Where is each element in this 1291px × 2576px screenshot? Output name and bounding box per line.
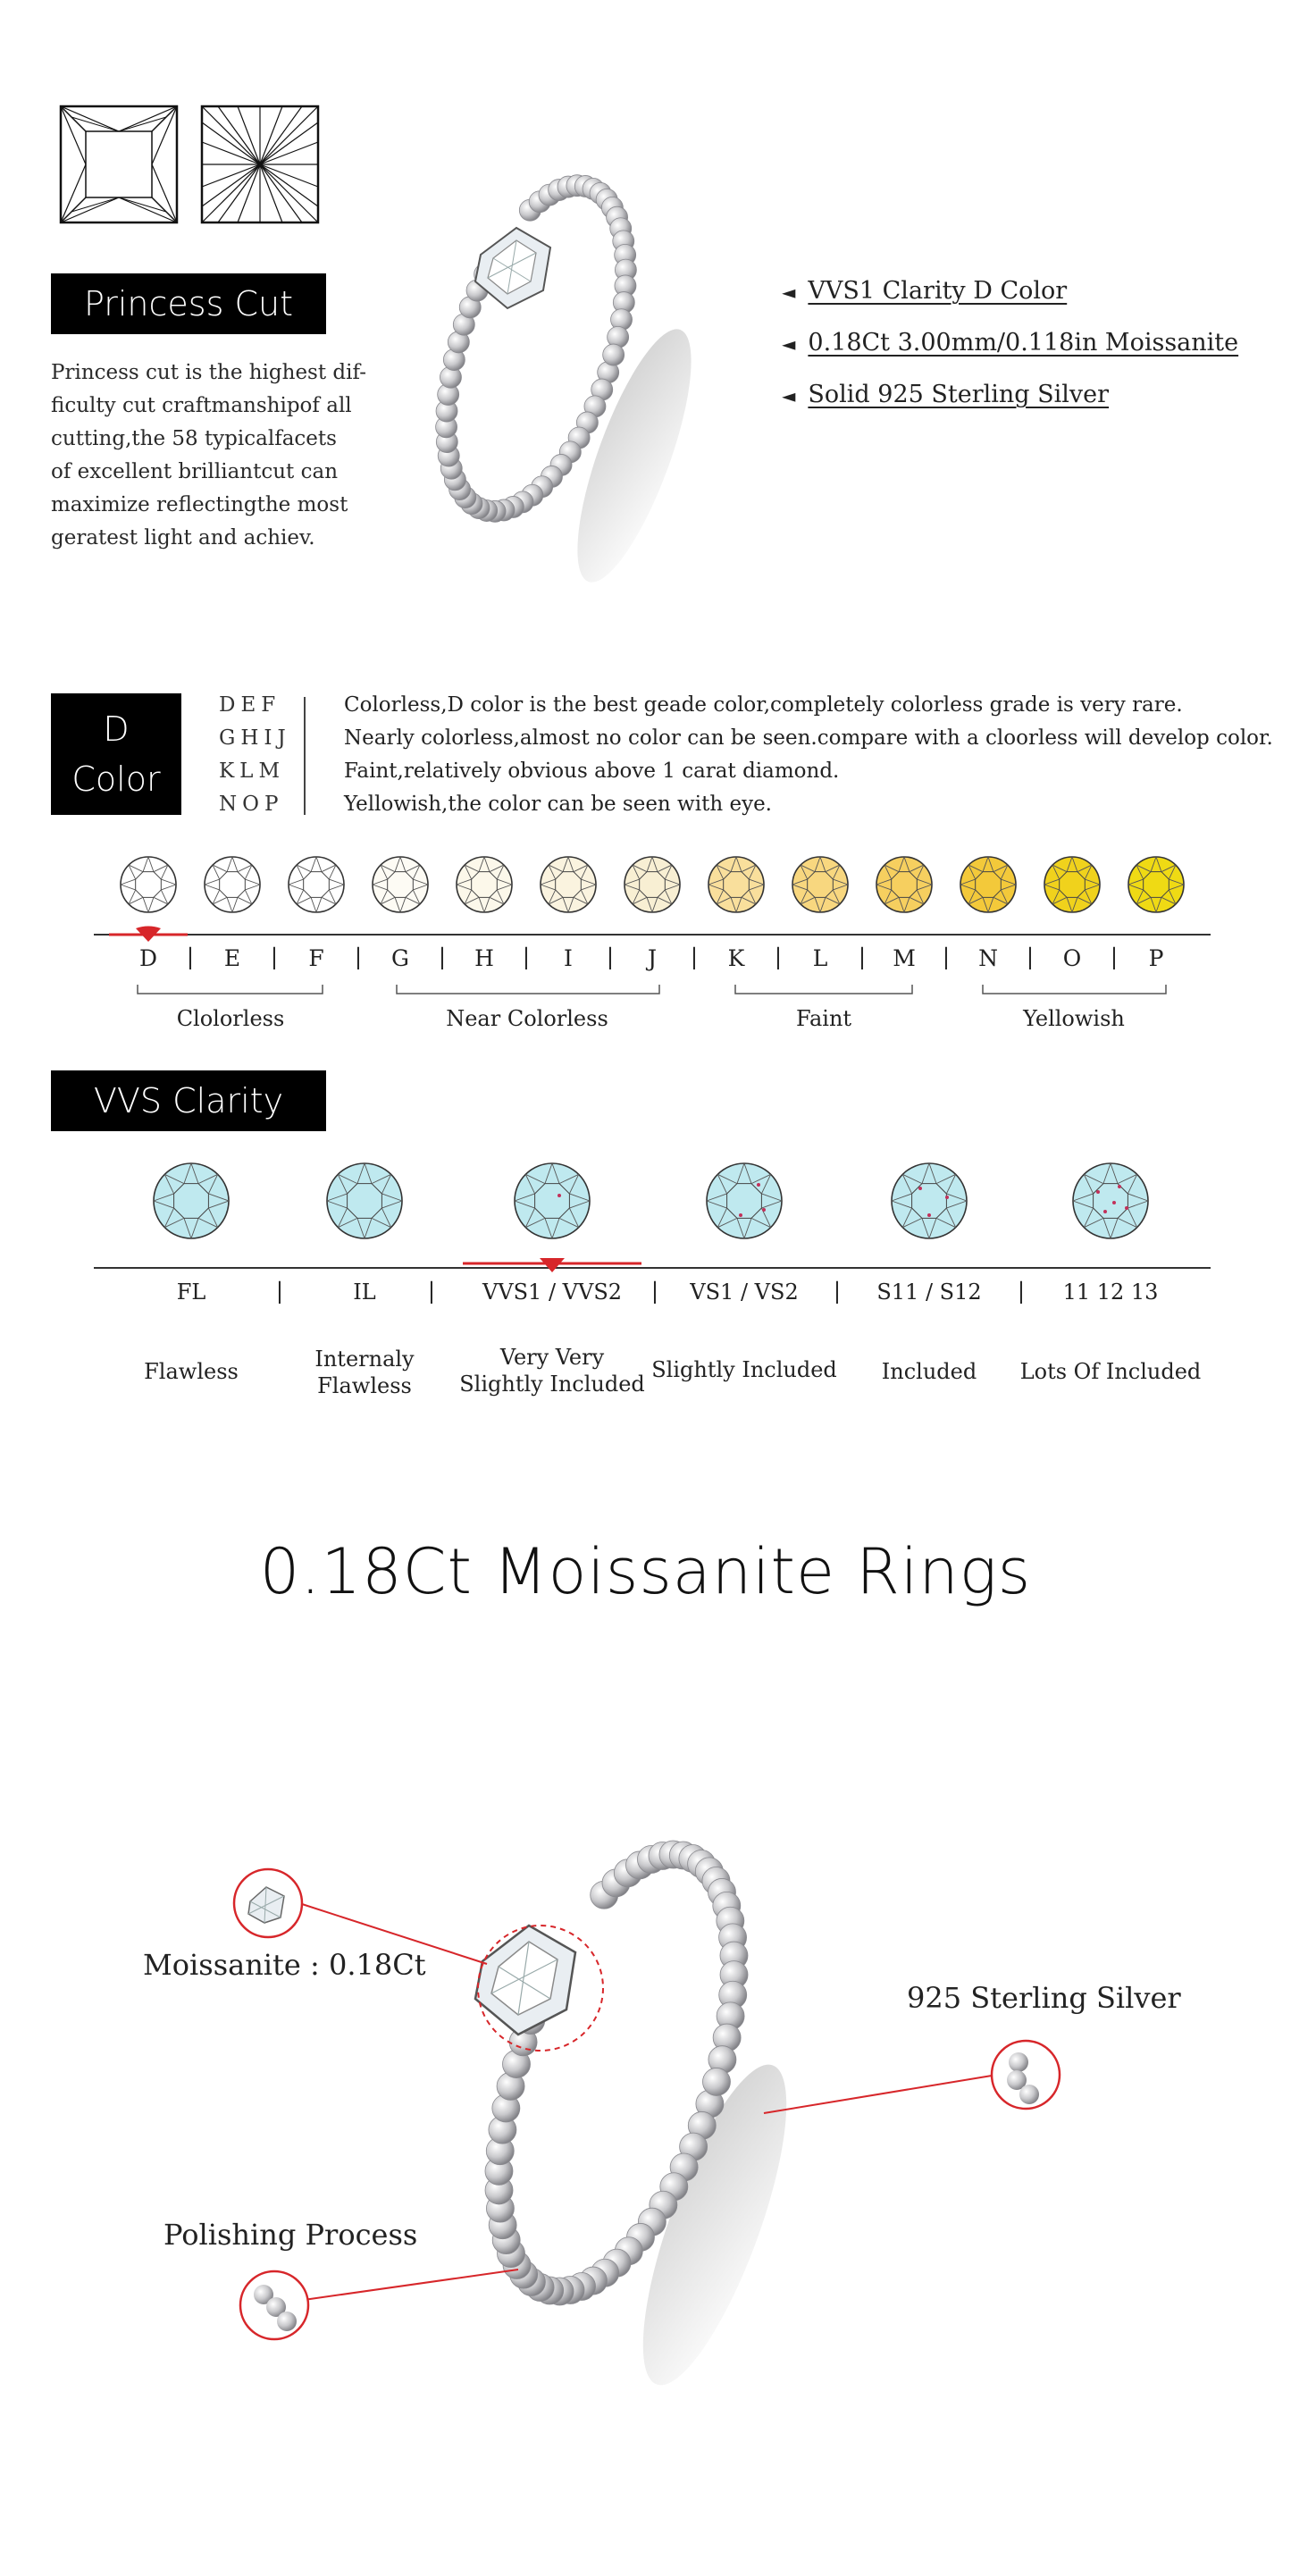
scale-letter-D: D xyxy=(138,945,158,971)
grade-letters-nop: NOP xyxy=(219,793,284,816)
clarity-gem-2 xyxy=(515,1163,590,1238)
clarity-grade-3: VS1 / VS2 xyxy=(690,1280,799,1305)
clarity-gem-5 xyxy=(1073,1163,1148,1238)
clarity-gem-row xyxy=(0,1160,1291,1246)
grade-letters-ghij: GHIJ xyxy=(219,726,291,750)
scale-letter-H: H xyxy=(474,945,494,971)
princess-cut-title: Princess Cut xyxy=(51,273,326,334)
color-gem-G xyxy=(373,857,428,912)
clarity-separator: | xyxy=(833,1278,842,1304)
clarity-grade-0: FL xyxy=(176,1280,206,1305)
princess-cut-description: Princess cut is the highest dif- ficulty cut craftmanshipof all cutting,the 58 typicalfacets of excellent brilliantcut can maximize reflectingthe most geratest light and achiev. xyxy=(51,361,366,550)
clarity-label-i: Lots Of Included xyxy=(1019,1359,1202,1384)
grade-letters-def: DEF xyxy=(219,693,281,717)
callout-polish-label: Polishing Process xyxy=(163,2218,418,2252)
clarity-gem-3 xyxy=(707,1163,782,1238)
clarity-label-vvs: Very Very Slightly Included xyxy=(459,1345,645,1397)
clarity-scale-line xyxy=(94,1267,1211,1269)
scale-separator: | xyxy=(354,944,363,969)
color-gem-K xyxy=(708,857,764,912)
group-label-yellowish: Yellowish xyxy=(1023,1006,1125,1031)
clarity-separator: | xyxy=(1017,1278,1026,1304)
princess-cut-diagram-top xyxy=(59,105,179,224)
callout-stone-circle xyxy=(232,1867,304,1939)
product-headline: 0.18Ct Moissanite Rings xyxy=(259,1535,1032,1608)
color-badge: D Color xyxy=(51,693,181,815)
grade-letters-klm: KLM xyxy=(219,759,286,783)
color-gem-I xyxy=(541,857,596,912)
spec-item-clarity: ◄ VVS1 Clarity D Color xyxy=(782,277,1068,305)
scale-separator: | xyxy=(438,944,447,969)
color-gem-L xyxy=(792,857,848,912)
scale-letter-K: K xyxy=(727,945,745,971)
scale-separator: | xyxy=(606,944,615,969)
grade-desc-nop: Yellowish,the color can be seen with eye. xyxy=(344,793,772,816)
scale-separator: | xyxy=(270,944,279,969)
clarity-gem-0 xyxy=(154,1163,229,1238)
scale-separator: | xyxy=(858,944,867,969)
color-gem-N xyxy=(960,857,1016,912)
clarity-separator: | xyxy=(650,1278,659,1304)
color-gem-D xyxy=(121,857,176,912)
scale-letter-L: L xyxy=(812,945,828,971)
callout-stone-label: Moissanite : 0.18Ct xyxy=(143,1948,426,1982)
color-gem-H xyxy=(457,857,512,912)
scale-letter-N: N xyxy=(978,945,998,971)
color-gem-row xyxy=(0,849,1291,920)
group-label-colorless: Clolorless xyxy=(176,1006,285,1031)
clarity-label-fl: Flawless xyxy=(144,1359,239,1384)
clarity-label-il: Internaly Flawless xyxy=(314,1347,415,1398)
scale-separator: | xyxy=(774,944,783,969)
ring-photo-top xyxy=(411,134,733,590)
color-gem-E xyxy=(205,857,260,912)
color-selected-marker xyxy=(109,926,188,944)
scale-separator: | xyxy=(1026,944,1035,969)
scale-letter-M: M xyxy=(893,945,916,971)
color-gem-P xyxy=(1128,857,1184,912)
spec-item-metal: ◄ Solid 925 Sterling Silver xyxy=(782,381,1110,408)
grade-desc-def: Colorless,D color is the best geade color,completely colorless grade is very rare. xyxy=(344,693,1183,717)
color-gem-J xyxy=(625,857,680,912)
color-scale-line xyxy=(94,934,1211,936)
scale-separator: | xyxy=(942,944,951,969)
princess-cut-diagram-bottom xyxy=(200,105,320,224)
scale-letter-F: F xyxy=(308,945,324,971)
clarity-label-vs: Slightly Included xyxy=(651,1357,837,1382)
callout-lines xyxy=(0,1823,1291,2377)
scale-letter-E: E xyxy=(223,945,241,971)
scale-letter-P: P xyxy=(1148,945,1164,971)
group-label-faint: Faint xyxy=(795,1006,852,1031)
clarity-title: VVS Clarity xyxy=(51,1070,326,1131)
clarity-grade-4: S11 / S12 xyxy=(876,1280,982,1305)
scale-separator: | xyxy=(690,944,699,969)
group-label-near-colorless: Near Colorless xyxy=(446,1006,608,1031)
scale-separator: | xyxy=(186,944,195,969)
spec-item-size: ◄ 0.18Ct 3.00mm/0.118in Moissanite xyxy=(782,329,1239,357)
callout-metal-label: 925 Sterling Silver xyxy=(907,1981,1181,2015)
color-gem-O xyxy=(1044,857,1100,912)
scale-letter-J: J xyxy=(647,945,658,971)
grade-desc-ghij: Nearly colorless,almost no color can be seen.compare with a cloorless will develop color. xyxy=(344,726,1273,750)
scale-letter-I: I xyxy=(564,945,573,971)
scale-separator: | xyxy=(1110,944,1119,969)
callout-metal-circle xyxy=(990,2039,1061,2110)
clarity-label-si: Included xyxy=(881,1359,977,1384)
clarity-gem-1 xyxy=(327,1163,402,1238)
grade-desc-klm: Faint,relatively obvious above 1 carat diamond. xyxy=(344,759,840,783)
grade-divider xyxy=(304,697,306,815)
clarity-grade-1: IL xyxy=(353,1280,376,1305)
clarity-selected-marker xyxy=(463,1258,641,1276)
clarity-grade-2: VVS1 / VVS2 xyxy=(482,1280,623,1305)
clarity-gem-4 xyxy=(892,1163,967,1238)
color-group-brackets xyxy=(0,983,1291,997)
callout-polish-circle xyxy=(239,2270,310,2341)
clarity-grade-5: 11 12 13 xyxy=(1062,1280,1159,1305)
scale-separator: | xyxy=(522,944,531,969)
clarity-separator: | xyxy=(427,1278,436,1304)
color-gem-F xyxy=(289,857,344,912)
scale-letter-G: G xyxy=(391,945,409,971)
scale-letter-O: O xyxy=(1062,945,1082,971)
clarity-separator: | xyxy=(275,1278,284,1304)
color-gem-M xyxy=(876,857,932,912)
